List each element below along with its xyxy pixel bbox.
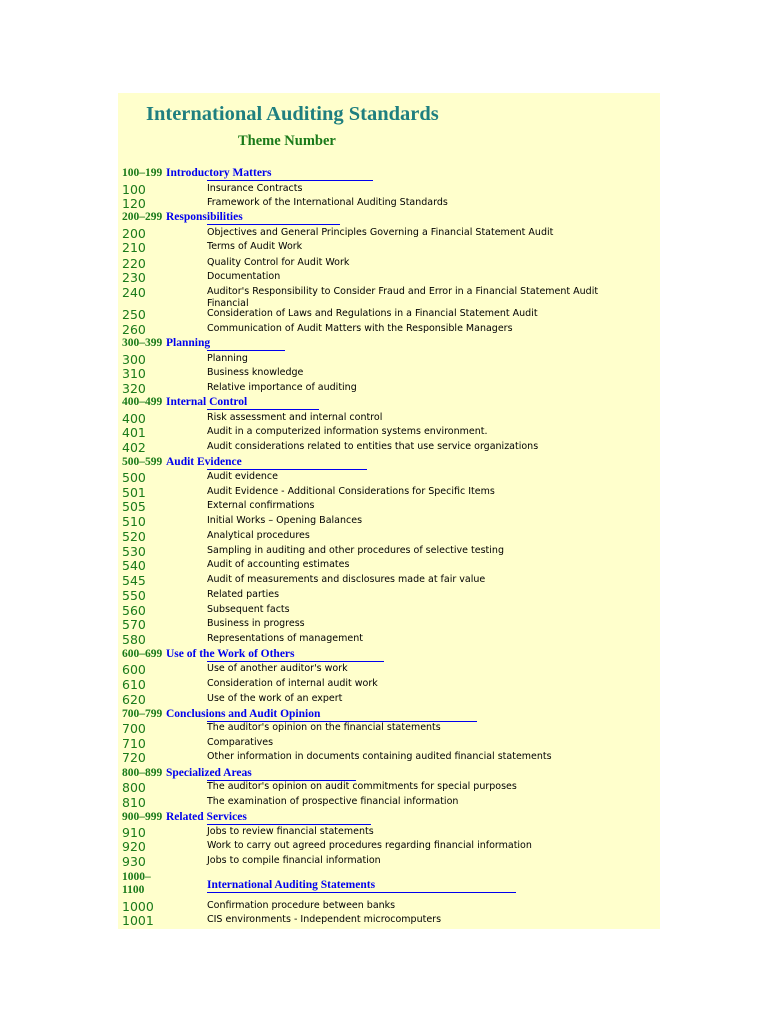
section-range: 600–699 — [122, 648, 163, 660]
standard-number: 100 — [122, 182, 146, 197]
standard-title: Representations of management — [207, 633, 363, 644]
section-link[interactable]: Related Services — [166, 811, 247, 823]
standard-title: Work to carry out agreed procedures regarding financial information — [207, 840, 532, 851]
standard-number: 810 — [122, 795, 146, 810]
standard-number: 560 — [122, 603, 146, 618]
standard-title: Comparatives — [207, 737, 274, 748]
section-link[interactable]: Introductory Matters — [166, 167, 272, 179]
standard-title: Audit considerations related to entities that use service organizations — [207, 441, 539, 452]
standard-title: External confirmations — [207, 500, 315, 511]
standard-number: 710 — [122, 736, 146, 751]
standard-number: 910 — [122, 825, 146, 840]
standard-title: Use of another auditor's work — [207, 663, 348, 674]
standard-number: 210 — [122, 240, 146, 255]
standard-number: 401 — [122, 425, 146, 440]
section-underline — [207, 824, 371, 825]
standard-number: 570 — [122, 617, 146, 632]
standard-title: Confirmation procedure between banks — [207, 900, 396, 911]
standard-title: Risk assessment and internal control — [207, 412, 383, 423]
standard-number: 300 — [122, 352, 146, 367]
standard-title: Sampling in auditing and other procedures of selective testing — [207, 545, 504, 556]
section-link[interactable]: Internal Control — [166, 396, 248, 408]
standard-number: 530 — [122, 544, 146, 559]
section-range: 100–199 — [122, 167, 163, 179]
section-range: 800–899 — [122, 767, 163, 779]
standard-title: Use of the work of an expert — [207, 693, 343, 704]
section-link[interactable]: Specialized Areas — [166, 767, 252, 779]
standard-title: CIS environments - Independent microcomputers — [207, 914, 442, 925]
standard-number: 920 — [122, 839, 146, 854]
standard-title: The auditor's opinion on the financial statements — [207, 722, 441, 733]
section-range: 700–799 — [122, 708, 163, 720]
section-link[interactable]: International Auditing Statements — [207, 879, 376, 891]
document-title: International Auditing Standards — [146, 103, 439, 125]
standard-number: 200 — [122, 226, 146, 241]
document-subtitle: Theme Number — [238, 133, 336, 149]
standard-title: Terms of Audit Work — [207, 241, 303, 252]
standard-title: Relative importance of auditing — [207, 382, 357, 393]
standard-title: Quality Control for Audit Work — [207, 257, 350, 268]
standard-title: Business knowledge — [207, 367, 304, 378]
standard-title: Planning — [207, 353, 248, 364]
standard-number: 500 — [122, 470, 146, 485]
section-link[interactable]: Conclusions and Audit Opinion — [166, 708, 321, 720]
standard-number: 800 — [122, 780, 146, 795]
section-underline — [207, 892, 516, 893]
standard-title: Objectives and General Principles Governing a Financial Statement Audit — [207, 227, 554, 238]
standard-title: The auditor's opinion on audit commitments for special purposes — [207, 781, 517, 792]
standard-number: 1001 — [122, 913, 154, 928]
section-underline — [207, 224, 340, 225]
standard-number: 550 — [122, 588, 146, 603]
standard-title: Documentation — [207, 271, 281, 282]
standard-number: 510 — [122, 514, 146, 529]
standard-number: 250 — [122, 307, 146, 322]
standard-number: 320 — [122, 381, 146, 396]
standard-number: 580 — [122, 632, 146, 647]
standard-number: 260 — [122, 322, 146, 337]
section-underline — [207, 350, 285, 351]
standard-number: 600 — [122, 662, 146, 677]
standard-title: Communication of Audit Matters with the Responsible Managers — [207, 323, 513, 334]
section-range: 500–599 — [122, 456, 163, 468]
standard-title: Consideration of Laws and Regulations in a Financial Statement Audit — [207, 308, 538, 319]
standard-number: 400 — [122, 411, 146, 426]
standard-number: 620 — [122, 692, 146, 707]
standard-number: 520 — [122, 529, 146, 544]
section-range: 400–499 — [122, 396, 163, 408]
standard-number: 402 — [122, 440, 146, 455]
standard-title: Analytical procedures — [207, 530, 310, 541]
standard-number: 545 — [122, 573, 146, 588]
standard-title: Auditor's Responsibility to Consider Fraud and Error in a Financial Statement Audit Financial — [207, 286, 599, 309]
standard-number: 220 — [122, 256, 146, 271]
standard-number: 505 — [122, 499, 146, 514]
section-link[interactable]: Audit Evidence — [166, 456, 242, 468]
standard-number: 700 — [122, 721, 146, 736]
section-underline — [207, 180, 373, 181]
standard-title: Consideration of internal audit work — [207, 678, 378, 689]
section-underline — [207, 469, 367, 470]
standard-title: Audit evidence — [207, 471, 279, 482]
standard-title: Audit of measurements and disclosures made at fair value — [207, 574, 486, 585]
standard-title: Subsequent facts — [207, 604, 290, 615]
standard-number: 310 — [122, 366, 146, 381]
standard-number: 120 — [122, 196, 146, 211]
standard-number: 230 — [122, 270, 146, 285]
standard-title: Initial Works – Opening Balances — [207, 515, 363, 526]
standard-title: Framework of the International Auditing Standards — [207, 197, 448, 208]
standard-number: 720 — [122, 750, 146, 765]
standard-title: Audit Evidence - Additional Considerations for Specific Items — [207, 486, 495, 497]
section-range: 900–999 — [122, 811, 163, 823]
standard-number: 610 — [122, 677, 146, 692]
section-underline — [207, 661, 384, 662]
section-link[interactable]: Planning — [166, 337, 211, 349]
standard-title: Related parties — [207, 589, 280, 600]
standard-title: Jobs to review financial statements — [207, 826, 374, 837]
section-underline — [207, 409, 319, 410]
standard-number: 540 — [122, 558, 146, 573]
standard-number: 930 — [122, 854, 146, 869]
standard-number: 501 — [122, 485, 146, 500]
standard-title: Audit of accounting estimates — [207, 559, 350, 570]
standard-title: The examination of prospective financial information — [207, 796, 459, 807]
standard-title: Audit in a computerized information systems environment. — [207, 426, 488, 437]
section-link[interactable]: Responsibilities — [166, 211, 243, 223]
section-range: 300–399 — [122, 337, 163, 349]
standard-title: Other information in documents containing audited financial statements — [207, 751, 552, 762]
section-link[interactable]: Use of the Work of Others — [166, 648, 295, 660]
standard-title: Business in progress — [207, 618, 305, 629]
section-range: 1000–1100 — [122, 871, 151, 896]
section-range: 200–299 — [122, 211, 163, 223]
standard-title: Insurance Contracts — [207, 183, 303, 194]
standard-title: Jobs to compile financial information — [207, 855, 381, 866]
standard-number: 240 — [122, 285, 146, 300]
standard-number: 1000 — [122, 899, 154, 914]
